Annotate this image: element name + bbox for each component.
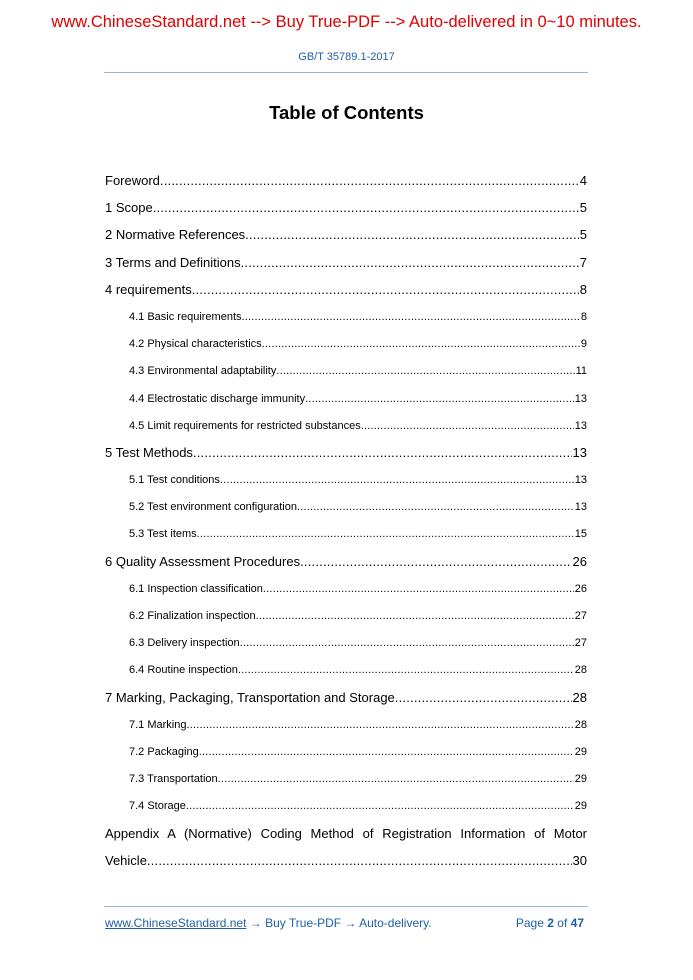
toc-leader	[297, 496, 574, 518]
toc-leader	[305, 388, 574, 410]
toc-entry-7-3[interactable]	[105, 768, 587, 795]
toc-leader	[395, 687, 572, 709]
toc-leader	[238, 659, 574, 681]
toc-leader	[220, 469, 574, 491]
toc-entry-terms-definitions[interactable]	[105, 252, 587, 279]
toc-entry-7-1[interactable]	[105, 714, 587, 741]
footer-tagline: → Buy True-PDF → Auto-delivery.	[246, 916, 432, 930]
toc-entry-page: 8	[580, 310, 587, 323]
toc-leader	[276, 360, 574, 382]
toc-leader	[240, 632, 574, 654]
toc-entry-page: 13	[572, 444, 587, 460]
toc-entry-page: 5	[579, 227, 587, 243]
toc-entry-title: 5.1 Test conditions	[129, 474, 220, 487]
toc-entry-page: 13	[574, 392, 587, 405]
toc-leader	[192, 279, 579, 301]
page-title: Table of Contents	[269, 102, 424, 123]
toc-entry-title: 6.4 Routine inspection	[129, 664, 238, 677]
toc-entry-page: 8	[579, 281, 587, 297]
toc-leader	[300, 551, 571, 573]
table-of-contents	[105, 170, 587, 877]
toc-entry-6-2[interactable]	[105, 605, 587, 632]
toc-entry-6-3[interactable]	[105, 632, 587, 659]
of-label: of	[557, 916, 568, 930]
toc-entry-page: 29	[574, 773, 587, 786]
toc-entry-page: 28	[574, 718, 587, 731]
page-indicator	[516, 916, 584, 930]
toc-entry-title: 1 Scope	[105, 200, 153, 216]
toc-entry-5-3[interactable]	[105, 523, 587, 550]
toc-entry-4-5[interactable]	[105, 415, 587, 442]
toc-entry-page: 30	[572, 852, 587, 868]
toc-entry-appendix-a[interactable]	[105, 823, 587, 850]
toc-entry-appendix-a-continued[interactable]	[105, 850, 587, 877]
toc-entry-title: Vehicle	[105, 852, 147, 868]
toc-entry-marking-packaging[interactable]	[105, 687, 587, 714]
toc-entry-6-4[interactable]	[105, 659, 587, 686]
promo-banner[interactable]: www.ChineseStandard.net --> Buy True-PDF --> Auto-delivered in 0~10 minutes.	[51, 13, 642, 31]
toc-leader	[241, 252, 579, 274]
toc-entry-title: 5.2 Test environment configuration	[129, 501, 297, 514]
toc-entry-page: 29	[574, 800, 587, 813]
toc-leader	[242, 306, 580, 328]
toc-entry-page: 11	[575, 365, 587, 378]
toc-leader	[263, 578, 574, 600]
toc-entry-title: 2 Normative References	[105, 227, 246, 243]
toc-entry-scope[interactable]	[105, 197, 587, 224]
toc-leader	[197, 523, 574, 545]
toc-entry-5-1[interactable]	[105, 469, 587, 496]
toc-entry-title: 4.1 Basic requirements	[129, 310, 242, 323]
toc-entry-title: 4.4 Electrostatic discharge immunity	[129, 392, 306, 405]
footer-site-link[interactable]: www.ChineseStandard.net	[105, 916, 247, 930]
toc-entry-page: 5	[579, 200, 587, 216]
toc-entry-page: 27	[574, 610, 587, 622]
toc-leader	[186, 795, 574, 817]
toc-entry-page: 15	[574, 528, 587, 541]
toc-leader	[160, 170, 579, 192]
toc-leader	[147, 850, 572, 872]
toc-leader	[361, 415, 574, 437]
standard-code: GB/T 35789.1-2017	[298, 51, 395, 63]
toc-leader	[193, 442, 572, 464]
toc-leader	[153, 197, 579, 219]
toc-entry-page: 13	[574, 501, 587, 514]
toc-entry-page: 29	[574, 745, 587, 758]
page-footer	[105, 916, 587, 930]
toc-entry-4-1[interactable]	[105, 306, 587, 333]
toc-entry-title: 7.3 Transportation	[129, 773, 218, 786]
toc-entry-title: 3 Terms and Definitions	[105, 254, 241, 270]
toc-entry-title: 5 Test Methods	[105, 444, 193, 460]
toc-entry-title: 4.5 Limit requirements for restricted substances	[129, 419, 361, 432]
toc-entry-test-methods[interactable]	[105, 442, 587, 469]
toc-entry-page: 13	[574, 419, 587, 432]
toc-entry-page: 27	[574, 637, 587, 650]
toc-entry-page: 13	[574, 474, 587, 487]
toc-entry-page: 7	[579, 254, 587, 270]
toc-entry-title: 6.1 Inspection classification	[129, 582, 263, 595]
page-label: Page	[515, 916, 544, 930]
header-divider	[104, 72, 588, 73]
toc-entry-title: Appendix A (Normative) Coding Method of Registration Information of Motor	[105, 825, 587, 841]
toc-entry-normative-references[interactable]	[105, 224, 587, 251]
toc-entry-4-2[interactable]	[105, 333, 587, 360]
current-page-number: 2	[547, 916, 554, 930]
toc-entry-title: 7.4 Storage	[129, 800, 186, 813]
toc-entry-page: 9	[580, 338, 587, 351]
toc-leader	[199, 741, 574, 763]
toc-entry-title: 4 requirements	[105, 281, 192, 297]
total-pages: 47	[570, 916, 584, 930]
toc-entry-title: 4.3 Environmental adaptability	[129, 365, 277, 378]
toc-leader	[186, 714, 573, 736]
toc-entry-title: Foreword	[105, 173, 160, 188]
toc-entry-foreword[interactable]	[105, 170, 587, 197]
toc-entry-5-2[interactable]	[105, 496, 587, 523]
toc-entry-title: 6.3 Delivery inspection	[129, 637, 240, 650]
toc-entry-title: 4.2 Physical characteristics	[129, 338, 262, 351]
toc-entry-6-1[interactable]	[105, 578, 587, 605]
toc-entry-page: 26	[574, 582, 587, 595]
toc-entry-title: 7.2 Packaging	[129, 745, 199, 758]
toc-entry-page: 28	[572, 689, 587, 705]
toc-entry-title: 6.2 Finalization inspection	[129, 610, 256, 622]
toc-entry-7-2[interactable]	[105, 741, 587, 768]
toc-entry-title: 7.1 Marking	[129, 718, 187, 731]
toc-entry-quality-assessment[interactable]	[105, 551, 587, 578]
toc-leader	[256, 605, 574, 627]
toc-entry-title: 7 Marking, Packaging, Transportation and Storage	[105, 689, 395, 705]
toc-leader	[218, 768, 574, 790]
toc-entry-page: 4	[579, 173, 587, 188]
toc-entry-7-4[interactable]	[105, 795, 587, 822]
footer-divider	[104, 906, 588, 907]
toc-entry-4-4[interactable]	[105, 388, 587, 415]
toc-leader	[262, 333, 580, 355]
toc-entry-title: 5.3 Test items	[129, 528, 197, 541]
toc-leader	[245, 224, 579, 246]
toc-entry-page: 28	[574, 664, 587, 677]
toc-entry-4-3[interactable]	[105, 360, 587, 387]
toc-entry-title: 6 Quality Assessment Procedures	[105, 553, 301, 569]
toc-entry-page: 26	[572, 553, 587, 569]
toc-entry-requirements[interactable]	[105, 279, 587, 306]
